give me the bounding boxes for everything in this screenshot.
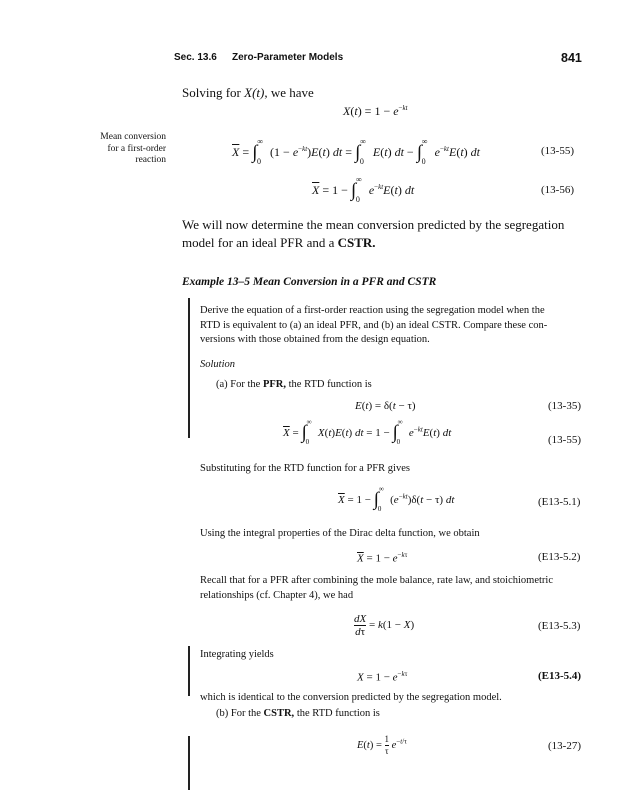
dirac-sentence: Using the integral properties of the Dirac delta function, we obtain — [200, 528, 480, 539]
equation-13-55-repeat: $\overline{X} = \int^\infty_0$ X(t)E(t) dt = $1 - \int^\infty_0$ $e^{-kt}E(t)$ dt — [283, 418, 452, 446]
equation-number: (13-56) — [541, 184, 574, 196]
solution-label: Solution — [200, 359, 236, 370]
part-a-sentence: (a) For the PFR, the RTD function is — [216, 379, 372, 390]
margin-note-line: Mean conversion — [100, 132, 166, 142]
problem-line: RTD is equivalent to (a) an ideal PFR, and (b) an ideal CSTR. Compare these con- — [200, 319, 548, 331]
page-number: 841 — [561, 51, 582, 65]
equation-13-27: E(t) = $\frac{1}{\tau}$ $e^{-t/\tau}$ — [357, 734, 407, 756]
problem-line: Derive the equation of a first-order reaction using the segregation model when the — [200, 305, 545, 316]
example-problem — [200, 304, 600, 348]
equation-number: (13-35) — [548, 400, 581, 412]
intro-var: X(t) — [244, 85, 265, 100]
intro-paragraph — [182, 216, 592, 252]
equation-13-55: $\overline{X} = \int^\infty_0$ $(1 - e^{-kt})E(t)$ dt = $\int^\infty_0$ E(t) dt − $\int^\infty_0$ $e^{-kt}E(t)$ dt — [232, 137, 480, 166]
intro-text: Solving for — [182, 85, 241, 100]
integrating-sentence: Integrating yields — [200, 649, 274, 660]
equation-number: (13-55) — [541, 145, 574, 157]
equation-13-35: E(t) = δ(t − τ) — [355, 400, 416, 412]
margin-note-line: reaction — [135, 155, 166, 165]
example-margin-rule — [188, 646, 190, 696]
intro-sentence — [182, 85, 314, 101]
running-title: Zero-Parameter Models — [232, 52, 344, 63]
margin-note-line: for a first-order — [107, 143, 166, 154]
intro-text-end: , we have — [264, 85, 314, 100]
equation-e13-5-3: $\frac{dX}{d\tau}$ = k(1 − X) — [354, 613, 415, 638]
equation-number: (E13-5.3) — [538, 620, 581, 632]
section-label: Sec. 13.6 — [174, 52, 217, 63]
problem-line: versions with those obtained from the design equation. — [200, 334, 430, 345]
equation-number: (E13-5.4) — [538, 670, 582, 682]
identical-sentence: which is identical to the conversion predicted by the segregation model. — [200, 692, 502, 703]
equation-e13-5-4: $X = 1 - e^{-k\tau}$ — [357, 670, 408, 684]
equation-13-56: $\overline{X} = 1 - \int^\infty_0$ $e^{-kt}E(t)$ dt — [312, 175, 415, 204]
equation-e13-5-2: $\overline{X} = 1 - e^{-k\tau}$ — [357, 551, 408, 565]
equation-number: (13-27) — [548, 740, 581, 752]
equation-number: (E13-5.2) — [538, 551, 581, 563]
example-margin-rule — [188, 298, 190, 438]
equation-e13-5-1: $\overline{X} = 1 - \int^\infty_0$ $(e^{-kt})\delta(t - \tau)$ dt — [338, 485, 455, 513]
paragraph-line: model for an ideal PFR and a CSTR. — [182, 235, 376, 250]
paragraph-line: We will now determine the mean conversion predicted by the segregation — [182, 217, 565, 232]
margin-note — [26, 132, 166, 167]
recall-line: relationships (cf. Chapter 4), we had — [200, 589, 354, 601]
part-b-sentence: (b) For the CSTR, the RTD function is — [216, 708, 380, 719]
recall-line: Recall that for a PFR after combining the mole balance, rate law, and stoichiometric — [200, 575, 553, 586]
example-margin-rule — [188, 736, 190, 790]
substituting-sentence: Substituting for the RTD function for a PFR gives — [200, 463, 410, 474]
example-title: Example 13–5 Mean Conversion in a PFR and CSTR — [182, 276, 437, 288]
equation-number: (E13-5.1) — [538, 496, 581, 508]
recall-paragraph — [200, 574, 600, 603]
equation-x-of-t: $X(t) = 1 - e^{-kt}$ — [343, 104, 408, 118]
equation-number: (13-55) — [548, 434, 581, 446]
